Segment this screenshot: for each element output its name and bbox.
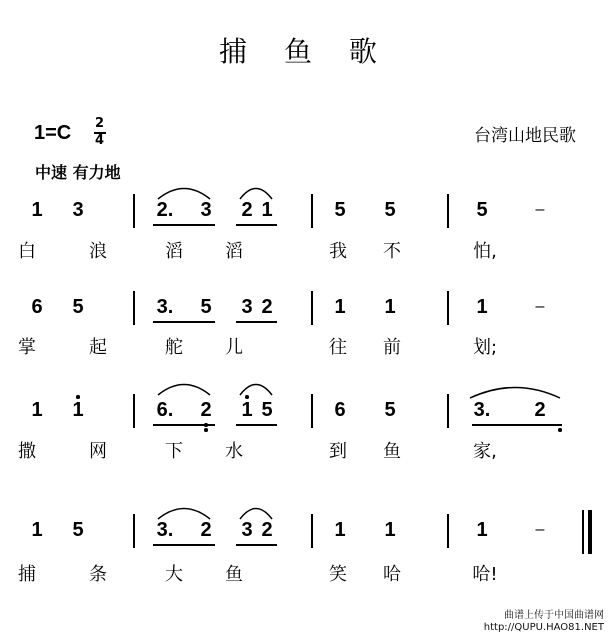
note: –	[535, 298, 545, 315]
lyric-char: 划;	[472, 337, 498, 358]
beam-underline	[236, 544, 277, 546]
lyric-char: 掌	[18, 337, 36, 358]
tempo-marking: 中速 有力地	[35, 163, 121, 182]
bar-line	[311, 514, 313, 548]
note: 1	[476, 519, 488, 541]
note: 1	[476, 296, 488, 318]
beam-underline	[153, 321, 215, 323]
slur-arc	[240, 506, 272, 520]
slur-arc	[240, 186, 272, 200]
lyric-char: 滔	[165, 241, 183, 262]
key-signature: 1=C	[34, 122, 72, 144]
note: –	[535, 201, 545, 218]
note: 3.	[473, 399, 491, 421]
beam-underline	[472, 424, 562, 426]
bar-line	[447, 291, 449, 325]
note: 5	[476, 199, 488, 221]
lyric-char: 滔	[225, 241, 243, 262]
lyric-char: 起	[89, 337, 107, 358]
lyric-char: 大	[165, 564, 183, 585]
end-bar-thick	[588, 510, 592, 554]
note: 3	[241, 519, 253, 541]
note: 2.	[156, 199, 174, 221]
note: 1	[334, 519, 346, 541]
note: 2	[261, 296, 273, 318]
lyric-char: 下	[165, 441, 183, 462]
note: 1	[31, 199, 43, 221]
note: 1	[241, 399, 253, 421]
beam-underline	[153, 544, 215, 546]
note: 3	[72, 199, 84, 221]
note: 2	[261, 519, 273, 541]
watermark-line-1: 曲谱上传于中国曲谱网	[504, 610, 604, 621]
note: 5	[200, 296, 212, 318]
note: 1	[334, 296, 346, 318]
lyric-char: 条	[89, 564, 107, 585]
end-bar-thin	[582, 510, 584, 554]
song-source: 台湾山地民歌	[474, 126, 576, 146]
lyric-char: 舵	[165, 337, 183, 358]
note: 5	[261, 399, 273, 421]
note: 6	[334, 399, 346, 421]
note: 2	[200, 519, 212, 541]
bar-line	[311, 291, 313, 325]
note: 1	[384, 296, 396, 318]
note: 3.	[156, 296, 174, 318]
note: 3	[241, 296, 253, 318]
note: 6	[31, 296, 43, 318]
bar-line	[447, 394, 449, 428]
lyric-char: 鱼	[383, 441, 401, 462]
low-octave-dot	[204, 423, 208, 427]
time-signature-denominator: 4	[95, 133, 105, 148]
note: 3.	[156, 519, 174, 541]
slur-arc	[158, 506, 210, 520]
slur-arc	[240, 382, 272, 396]
note: 5	[384, 399, 396, 421]
lyric-char: 到	[329, 441, 347, 462]
lyric-char: 白	[18, 241, 36, 262]
beam-underline	[236, 224, 277, 226]
lyric-char: 浪	[89, 241, 107, 262]
beam-underline	[153, 224, 215, 226]
beam-underline	[236, 321, 277, 323]
bar-line	[311, 394, 313, 428]
low-octave-dot	[204, 428, 208, 432]
time-signature-numerator: 2	[95, 116, 105, 131]
note: 5	[334, 199, 346, 221]
lyric-char: 撒	[18, 441, 36, 462]
lyric-char: 鱼	[225, 564, 243, 585]
lyric-char: 捕	[18, 564, 36, 585]
note: 5	[384, 199, 396, 221]
note: 2	[200, 399, 212, 421]
bar-line	[133, 394, 135, 428]
slur-arc	[158, 186, 210, 200]
note: 2	[534, 399, 546, 421]
bar-line	[133, 194, 135, 228]
bar-line	[133, 514, 135, 548]
bar-line	[447, 514, 449, 548]
note: 6.	[156, 399, 174, 421]
lyric-char: 往	[329, 337, 347, 358]
note: –	[535, 521, 545, 538]
high-octave-dot	[76, 395, 80, 399]
note: 5	[72, 519, 84, 541]
lyric-char: 怕,	[473, 241, 497, 262]
lyric-char: 笑	[329, 564, 347, 585]
note: 3	[200, 199, 212, 221]
note: 2	[241, 199, 253, 221]
song-title: 捕 鱼 歌	[219, 35, 391, 68]
lyric-char: 不	[383, 241, 401, 262]
watermark-line-2: http://QUPU.HAO81.NET	[483, 622, 604, 633]
lyric-char: 我	[329, 241, 347, 262]
watermark-footer	[484, 610, 604, 634]
lyric-char: 哈!	[472, 564, 498, 585]
lyric-char: 哈	[383, 564, 401, 585]
note: 1	[72, 399, 84, 421]
note: 1	[384, 519, 396, 541]
bar-line	[311, 194, 313, 228]
note: 1	[31, 519, 43, 541]
note: 1	[261, 199, 273, 221]
bar-line	[447, 194, 449, 228]
note: 1	[31, 399, 43, 421]
lyric-char: 水	[225, 441, 243, 462]
lyric-char: 儿	[225, 337, 243, 358]
note: 5	[72, 296, 84, 318]
low-octave-dot	[558, 428, 562, 432]
lyric-char: 家,	[473, 441, 497, 462]
slur-arc	[158, 382, 210, 396]
beam-underline	[236, 424, 277, 426]
lyric-char: 前	[383, 337, 401, 358]
lyric-char: 网	[89, 441, 107, 462]
slur-arc	[470, 385, 560, 399]
bar-line	[133, 291, 135, 325]
